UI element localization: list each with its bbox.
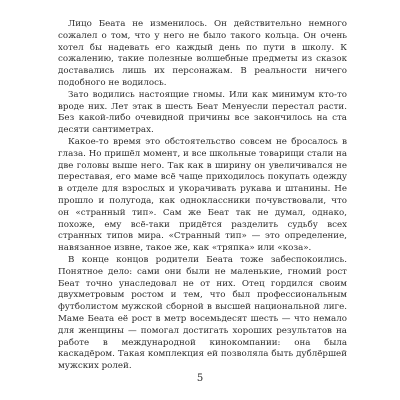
paragraph-3: Какое-то время это обстоятельство совсем не бросалось в глаза. Но пришёл момент, и все школьные товарищи стали на две головы выше него. Так как в ширину он увеличивался не переставая, его маме всё чаще приходилось покупать одежду в отделе для взрослых и укорачивать рукава и штанины. Не прошло и полугода, как одноклассники почувствовали, что он «странный тип». Сам же Беат так не думал, однако, похоже, ему всё-таки придётся разделить судьбу всех странных типов мира. «Странный тип» — это определение, навязанное извне, такое же, как «тряпка» или «коза». bbox=[58, 136, 347, 254]
paragraph-2: Зато водились настоящие гномы. Или как минимум кто-то вроде них. Лет этак в шесть Беат Менуесли перестал расти. Без какой-либо очевидной причины все закончилось на ста десяти сантиметрах. bbox=[58, 89, 347, 136]
paragraph-1: Лицо Беата не изменилось. Он действительно немного сожалел о том, что у него не было такого кольца. Он очень хотел бы надевать его каждый день по пути в школу. К сожалению, такие полезные волшебные предметы из сказок доставались лишь их персонажам. В реальности ничего подобного не водилось. bbox=[58, 19, 347, 88]
body-text bbox=[58, 19, 347, 373]
paragraph-4: В конце концов родители Беата тоже забеспокоились. Понятное дело: сами они были не маленькие, гномий рост Беат точно унаследовал не от них. Отец гордился своим двухметровым ростом и тем, что был профессиональным футболистом мужской сборной в высшей национальной лиге. Маме Беата её рост в метр восемьдесят шесть — что немало для женщины — помогал достигать хороших результатов на работе в международной кинокомпании: она была каскадёром. Такая комплекция ей позволяла быть дублёршей мужских ролей. bbox=[58, 254, 347, 372]
page-number: 5 bbox=[196, 373, 204, 384]
